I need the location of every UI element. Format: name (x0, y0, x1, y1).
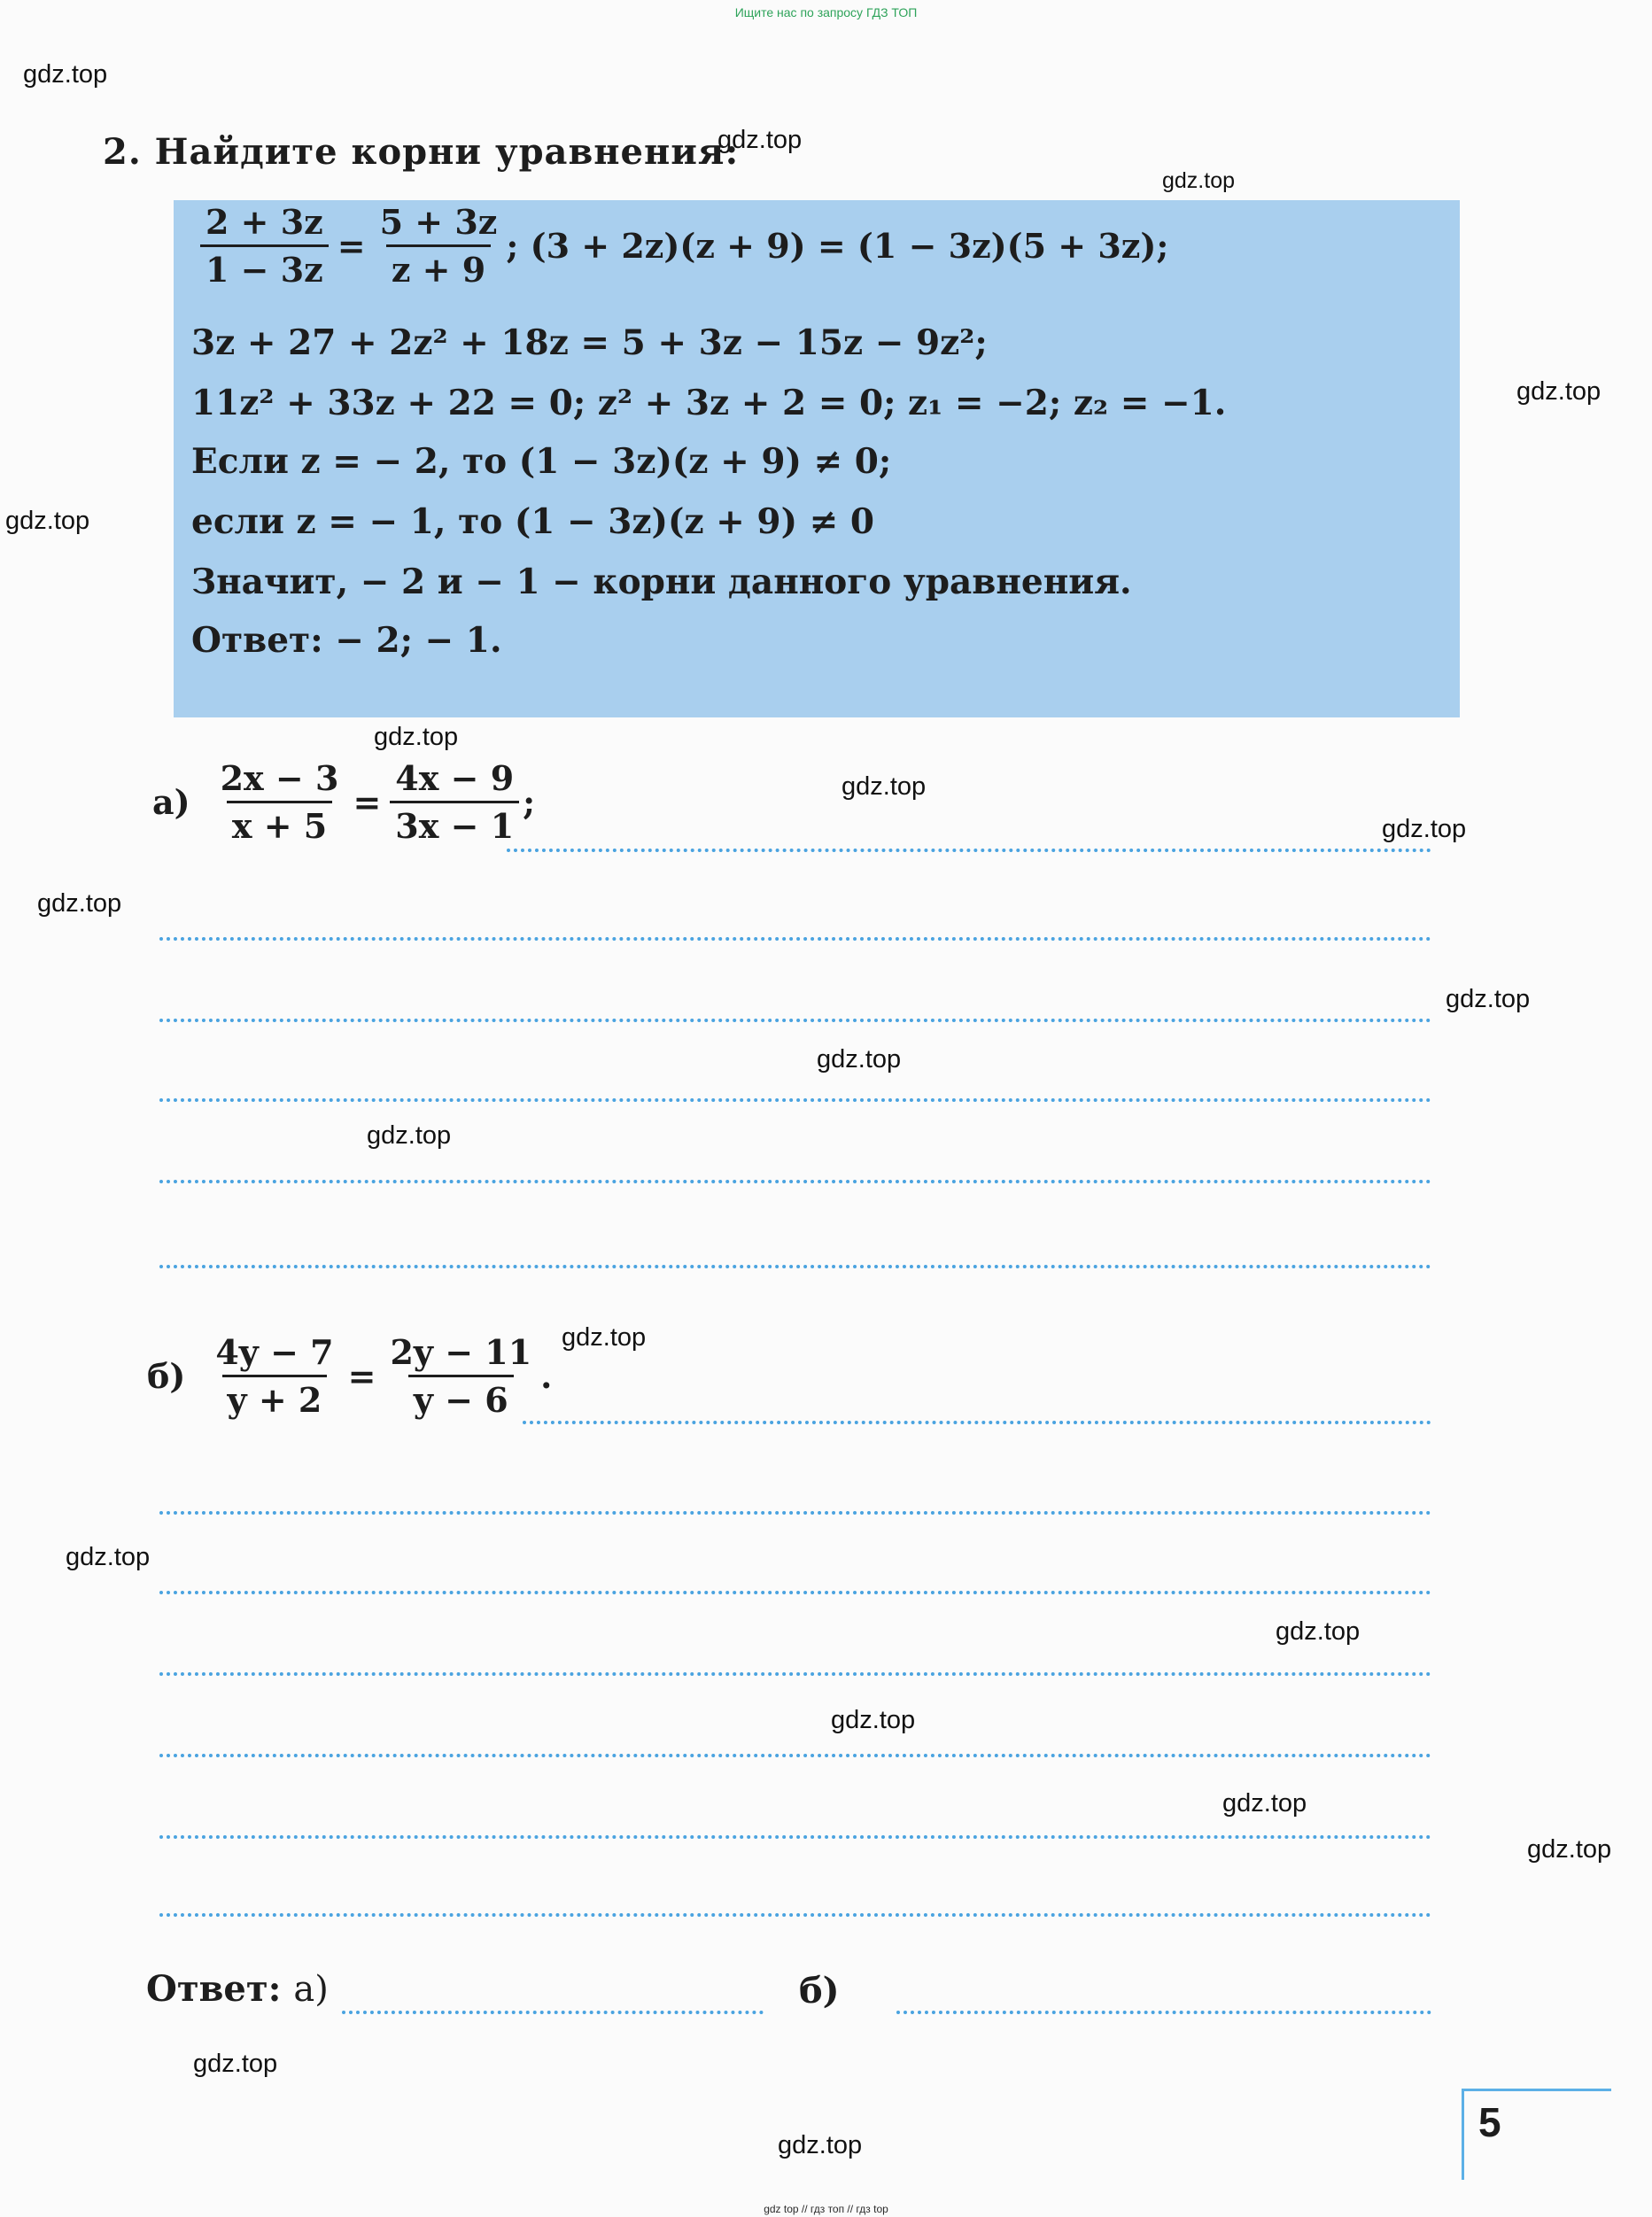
denominator: x + 5 (227, 801, 332, 846)
watermark: gdz.top (717, 126, 803, 154)
answer-line[interactable] (159, 1913, 1431, 1917)
answer-a-label: а) (293, 1969, 329, 2010)
part-a-label: а) (152, 782, 190, 822)
part-a-end: ; (523, 782, 536, 822)
solution-line-5: если z = − 1, то (1 − 3z)(z + 9) ≠ 0 (191, 501, 874, 542)
watermark: gdz.top (831, 1706, 916, 1734)
page-number-box (1462, 2089, 1611, 2180)
watermark: gdz.top (778, 2131, 863, 2159)
fraction (384, 1332, 537, 1420)
answer-b-field[interactable] (896, 2011, 1431, 2014)
answer-line[interactable] (159, 1265, 1431, 1268)
solution-line-2: 3z + 27 + 2z² + 18z = 5 + 3z − 15z − 9z²; (191, 322, 988, 363)
watermark: gdz.top (23, 60, 108, 89)
denominator: z + 9 (386, 244, 491, 290)
denominator: 3x − 1 (390, 801, 519, 846)
footer-note: gdz top // гдз топ // гдз top (764, 2203, 888, 2215)
equals-sign: = (353, 782, 382, 822)
part-b-label: б) (147, 1356, 186, 1396)
watermark: gdz.top (1162, 168, 1236, 193)
answer-line[interactable] (159, 1098, 1431, 1102)
answer-line[interactable] (159, 1511, 1431, 1515)
solution-line-4: Если z = − 2, то (1 − 3z)(z + 9) ≠ 0; (191, 441, 892, 482)
answer-line[interactable] (507, 849, 1431, 852)
solution-line-1 (197, 202, 1168, 290)
watermark: gdz.top (37, 889, 122, 918)
watermark: gdz.top (1527, 1835, 1612, 1864)
part-a-equation (152, 758, 535, 846)
fraction (210, 1332, 338, 1420)
numerator: 2y − 11 (390, 1332, 532, 1372)
numerator: 4y − 7 (215, 1332, 334, 1372)
watermark: gdz.top (562, 1323, 647, 1352)
header-note: Ищите нас по запросу ГДЗ ТОП (734, 5, 918, 19)
numerator: 4x − 9 (395, 758, 515, 798)
part-b-end: . (540, 1356, 553, 1396)
denominator: y − 6 (408, 1375, 514, 1420)
solution-line-6: Значит, − 2 и − 1 − корни данного уравнения. (191, 562, 1132, 602)
answer-line[interactable] (159, 1672, 1431, 1676)
part-b-equation (147, 1332, 552, 1420)
answer-row (146, 1968, 329, 2010)
equals-sign: = (347, 1356, 376, 1396)
watermark: gdz.top (1446, 985, 1531, 1013)
page-number: 5 (1478, 2099, 1501, 2145)
fraction (375, 202, 503, 290)
watermark: gdz.top (817, 1045, 902, 1074)
task-title: 2. Найдите корни уравнения: (103, 131, 740, 173)
answer-line[interactable] (159, 937, 1431, 941)
watermark: gdz.top (66, 1543, 151, 1571)
numerator: 2x − 3 (220, 758, 339, 798)
watermark: gdz.top (1516, 377, 1602, 406)
watermark: gdz.top (367, 1121, 452, 1150)
watermark: gdz.top (1276, 1617, 1361, 1646)
answer-label: Ответ: (146, 1968, 282, 2010)
watermark: gdz.top (5, 507, 90, 535)
answer-line[interactable] (159, 1754, 1431, 1757)
watermark: gdz.top (374, 723, 459, 751)
solution-line-1-rest: ; (3 + 2z)(z + 9) = (1 − 3z)(5 + 3z); (506, 226, 1169, 266)
fraction (215, 758, 345, 846)
fraction (200, 202, 329, 290)
denominator: y + 2 (222, 1375, 328, 1420)
watermark: gdz.top (193, 2050, 278, 2078)
answer-line[interactable] (159, 1019, 1431, 1022)
answer-a-field[interactable] (342, 2011, 764, 2014)
numerator: 2 + 3z (206, 202, 323, 242)
watermark: gdz.top (1222, 1789, 1307, 1818)
fraction (390, 758, 519, 846)
solution-line-7: Ответ: − 2; − 1. (191, 620, 502, 661)
equals-sign: = (337, 226, 366, 266)
denominator: 1 − 3z (200, 244, 329, 290)
answer-line[interactable] (159, 1835, 1431, 1839)
answer-line[interactable] (159, 1180, 1431, 1183)
solution-line-3: 11z² + 33z + 22 = 0; z² + 3z + 2 = 0; z₁ = −2; z₂ = −1. (191, 383, 1227, 423)
watermark: gdz.top (842, 772, 927, 801)
answer-line[interactable] (159, 1591, 1431, 1594)
watermark: gdz.top (1382, 815, 1467, 843)
answer-line[interactable] (523, 1421, 1431, 1424)
numerator: 5 + 3z (379, 202, 498, 242)
answer-b-label: б) (799, 1970, 840, 2012)
